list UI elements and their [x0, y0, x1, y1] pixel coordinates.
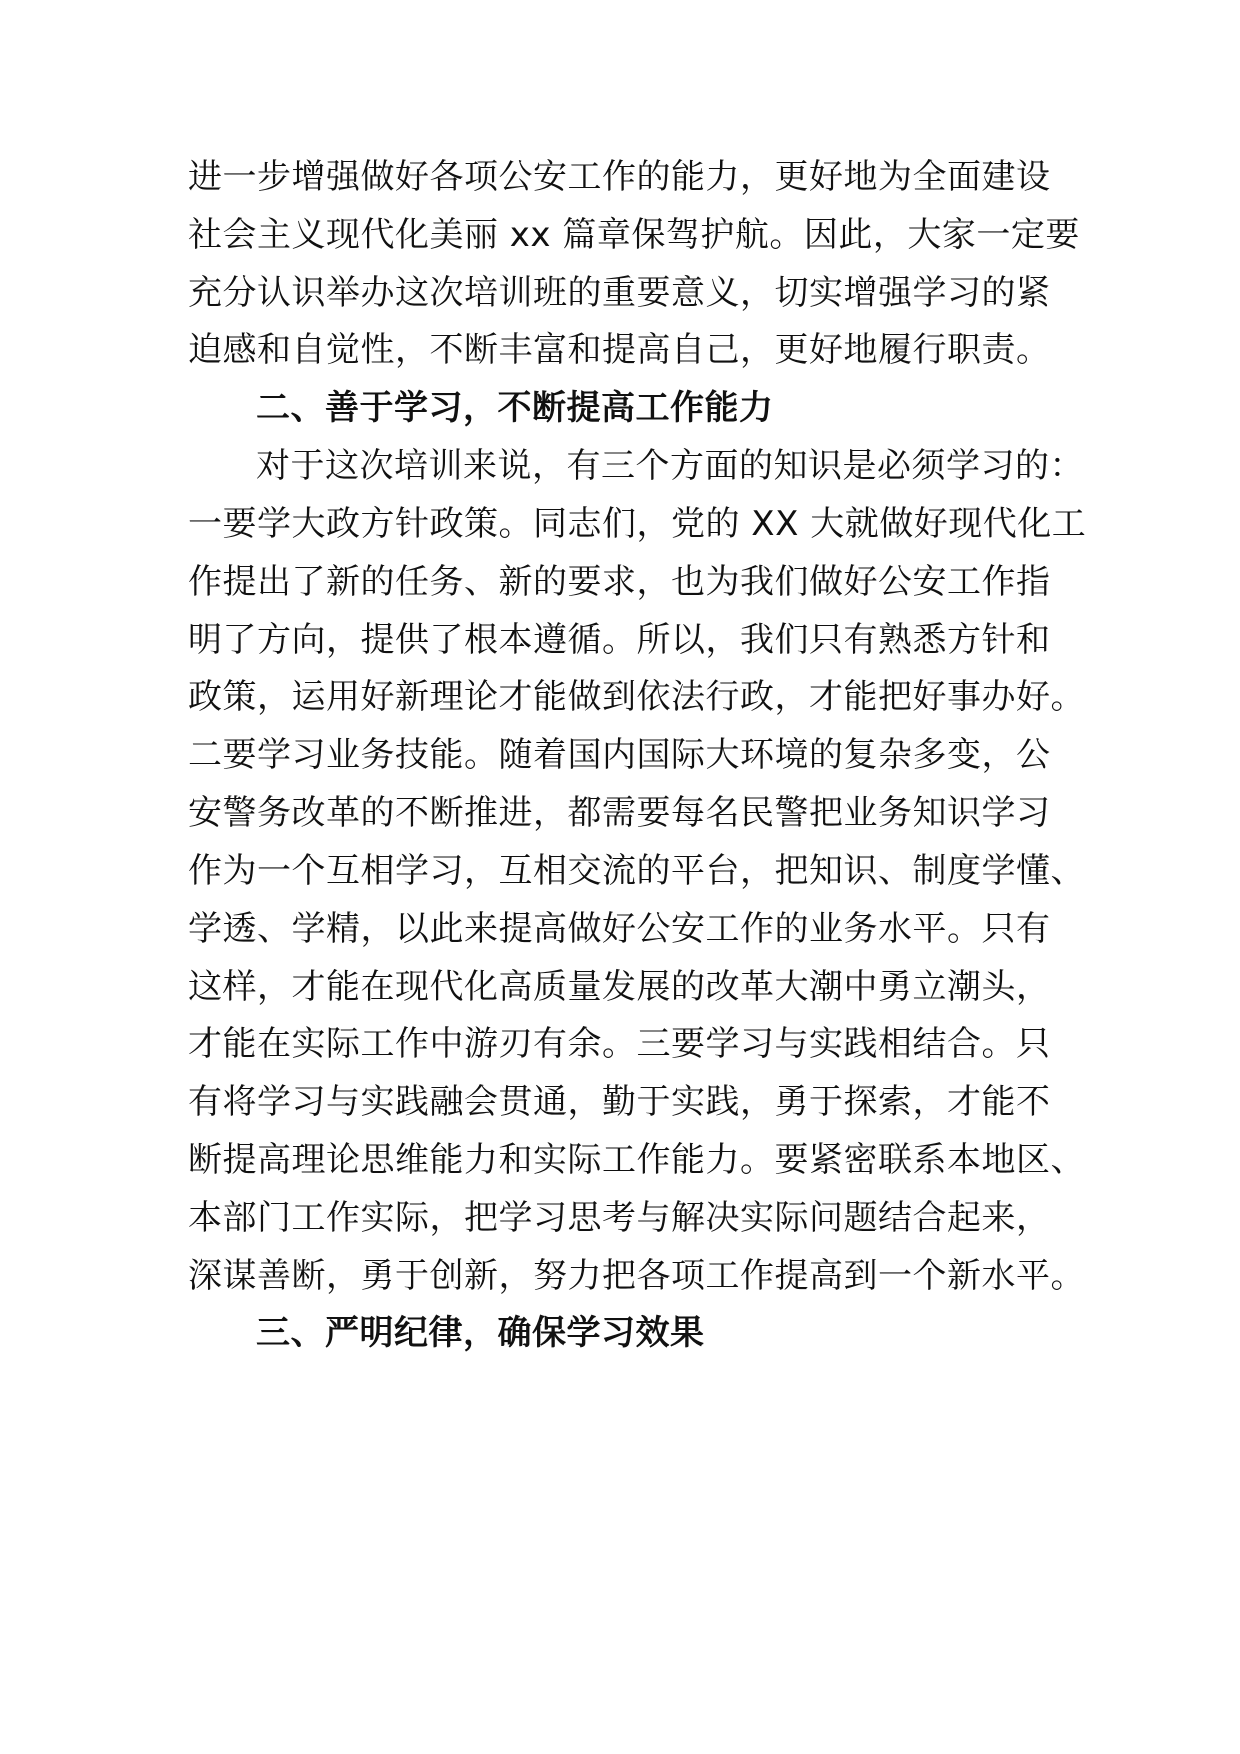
body-text-line: 作提出了新的任务、新的要求，也为我们做好公安工作指 — [188, 562, 1051, 602]
section-heading-3: 三、严明纪律，确保学习效果 — [256, 1313, 705, 1353]
body-text-line: 本部门工作实际，把学习思考与解决实际问题结合起来， — [188, 1198, 1051, 1238]
body-text-line: 断提高理论思维能力和实际工作能力。要紧密联系本地区、 — [188, 1140, 1085, 1180]
body-text-line: 才能在实际工作中游刃有余。三要学习与实践相结合。只 — [188, 1024, 1051, 1064]
body-text-line: 二要学习业务技能。随着国内国际大环境的复杂多变，公 — [188, 735, 1051, 775]
body-text-line: 充分认识举办这次培训班的重要意义，切实增强学习的紧 — [188, 273, 1051, 313]
body-text-line: 学透、学精，以此来提高做好公安工作的业务水平。只有 — [188, 909, 1051, 949]
body-text-line: 对于这次培训来说，有三个方面的知识是必须学习的： — [256, 446, 1084, 486]
body-text-line: 社会主义现代化美丽 xx 篇章保驾护航。因此，大家一定要 — [188, 215, 1080, 255]
body-text-line: 安警务改革的不断推进，都需要每名民警把业务知识学习 — [188, 793, 1051, 833]
body-text-line: 作为一个互相学习，互相交流的平台，把知识、制度学懂、 — [188, 851, 1085, 891]
body-text-line: 进一步增强做好各项公安工作的能力，更好地为全面建设 — [188, 157, 1051, 197]
body-text-line: 政策，运用好新理论才能做到依法行政，才能把好事办好。 — [188, 677, 1085, 717]
section-heading-2: 二、善于学习，不断提高工作能力 — [256, 388, 774, 428]
body-text-line: 深谋善断，勇于创新，努力把各项工作提高到一个新水平。 — [188, 1256, 1085, 1296]
body-text-line: 这样，才能在现代化高质量发展的改革大潮中勇立潮头， — [188, 967, 1051, 1007]
body-text-line: 迫感和自觉性，不断丰富和提高自己，更好地履行职责。 — [188, 330, 1051, 370]
body-text-line: 一要学大政方针政策。同志们，党的 XX 大就做好现代化工 — [188, 504, 1087, 544]
body-text-line: 明了方向，提供了根本遵循。所以，我们只有熟悉方针和 — [188, 620, 1051, 660]
body-text-line: 有将学习与实践融会贯通，勤于实践，勇于探索，才能不 — [188, 1082, 1051, 1122]
